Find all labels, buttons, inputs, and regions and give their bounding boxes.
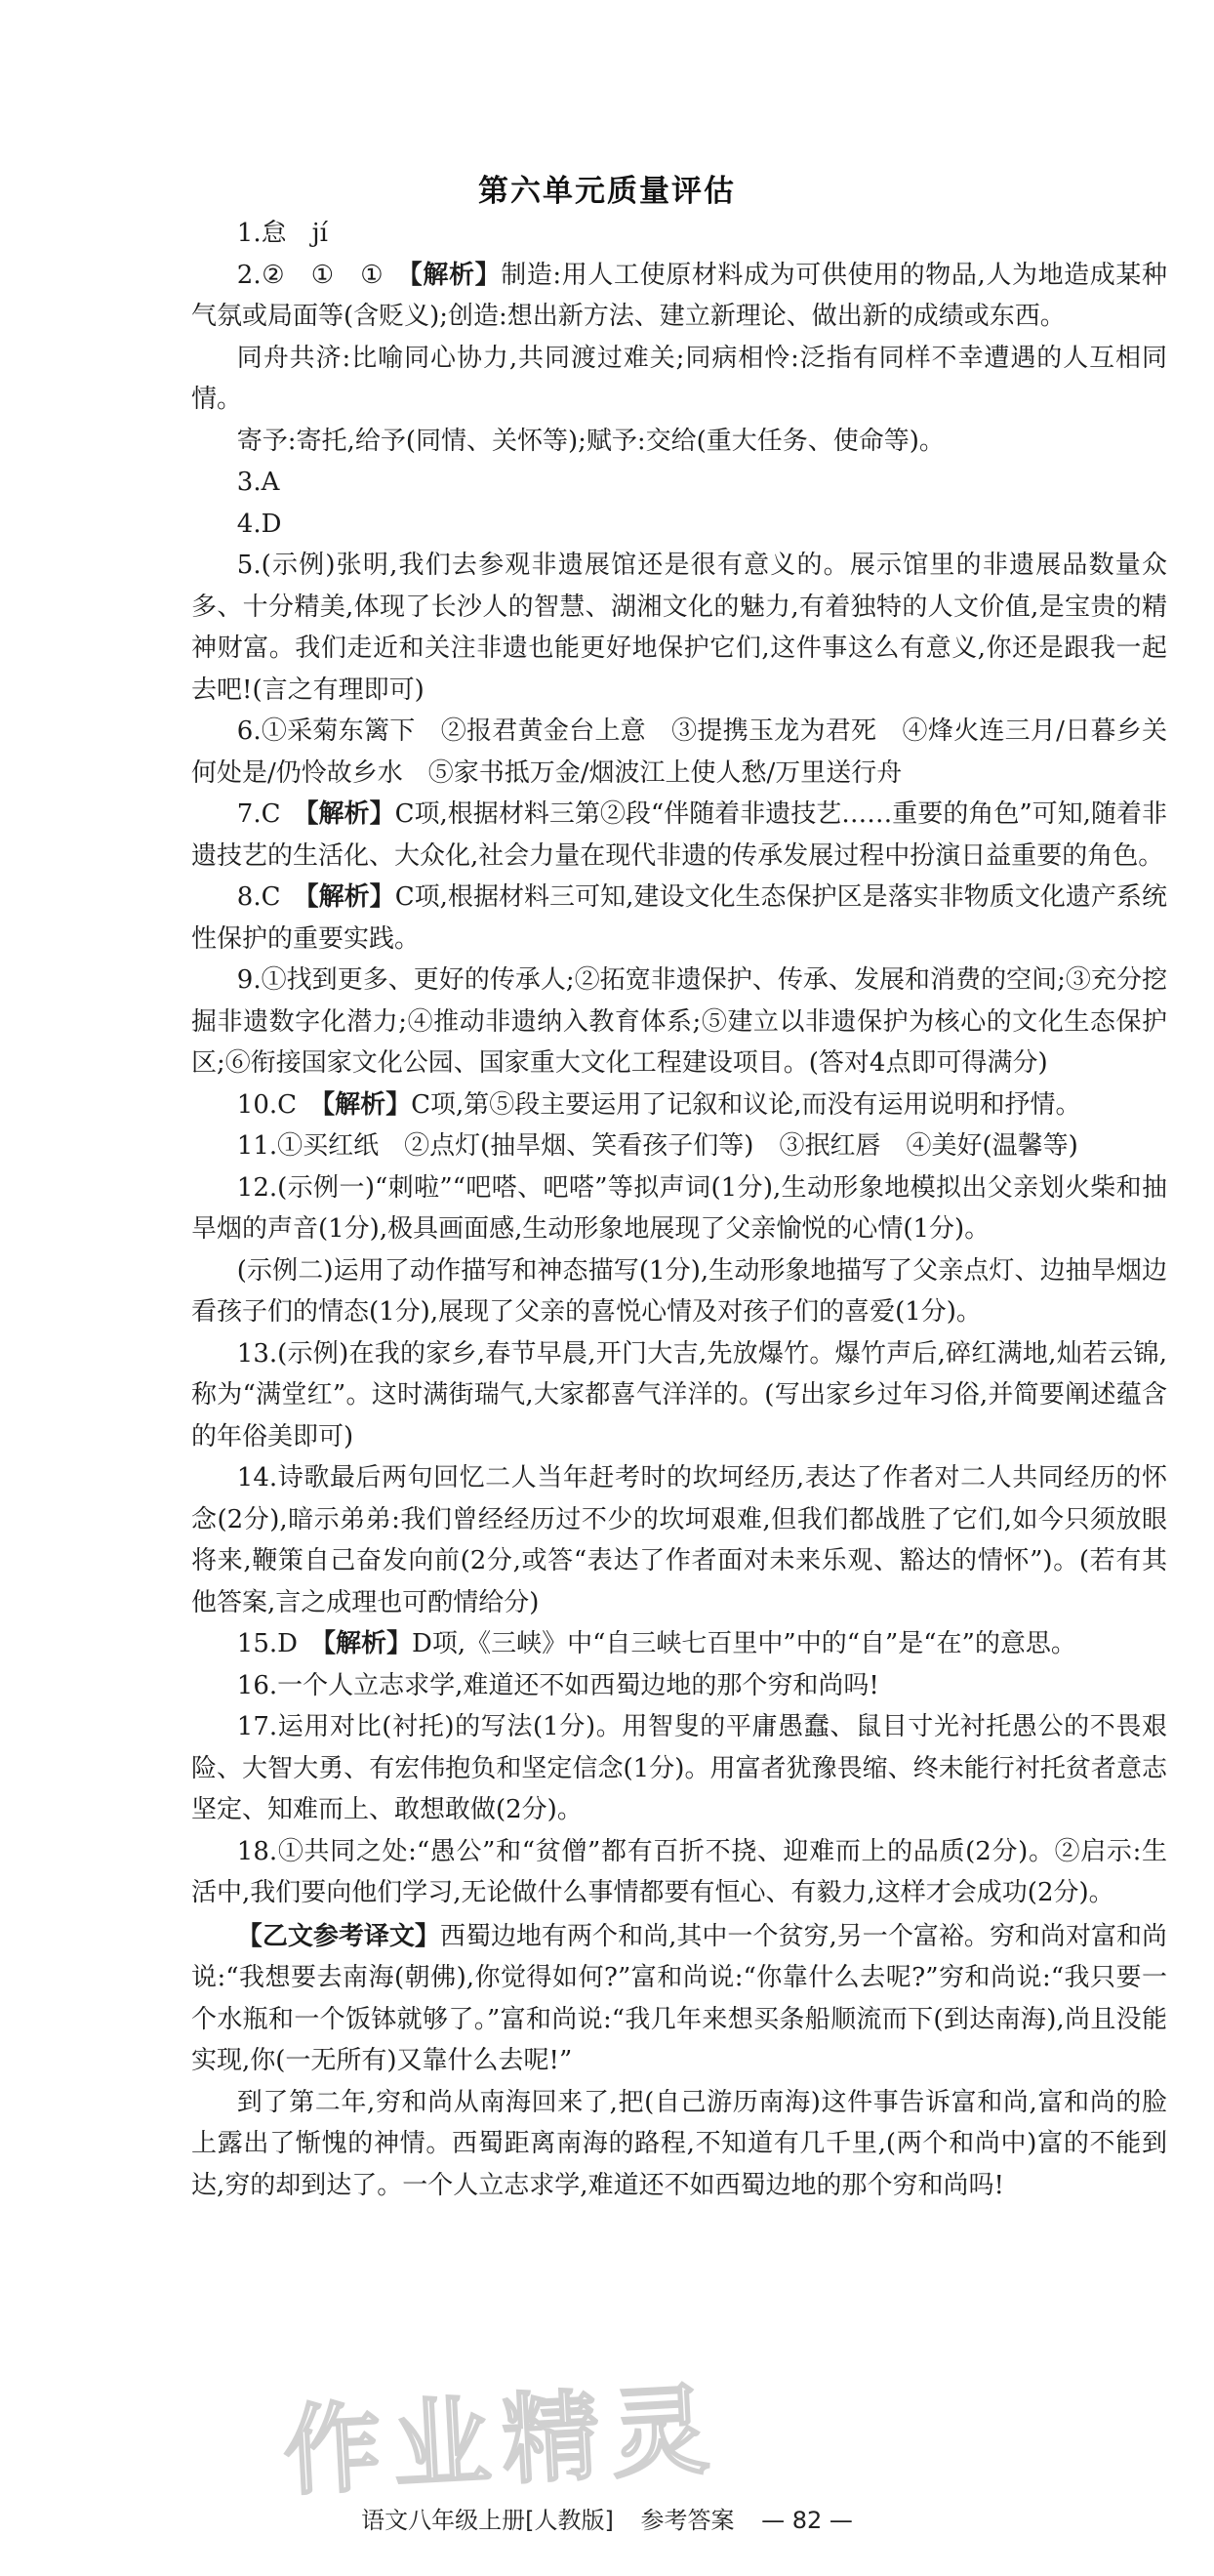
answer-text: ①采菊东篱下 ②报君黄金台上意 ③提携玉龙为君死 ④烽火连三月/日暮乡关何处是/仍怜故乡水 ⑤家书抵万金/烟波江上使人愁/万里送行舟 — [191, 716, 1167, 788]
answer-number: 15. — [236, 1629, 278, 1658]
answer-text: (示例二)运用了动作描写和神态描写(1分),生动形象地描写了父亲点灯、边抽旱烟边看孩子们的情态(1分),展现了父亲的喜悦心情及对孩子们的喜爱(1分)。 — [191, 1255, 1167, 1327]
footer-section: 参考答案 — [640, 2507, 735, 2534]
analysis-label: 【解析】 — [322, 1089, 412, 1120]
answer-list — [191, 213, 1167, 1914]
answer-text: D — [261, 509, 282, 539]
answer-item — [191, 1831, 1167, 1914]
answer-text: 一个人立志求学,难道还不如西蜀边地的那个穷和尚吗! — [277, 1670, 879, 1700]
watermark-logo: 作业精灵 — [280, 2372, 724, 2510]
answer-number: 8. — [236, 882, 262, 912]
answer-text: ② ① ① — [261, 260, 410, 290]
answer-number: 14. — [236, 1463, 278, 1492]
page-footer — [0, 2501, 1214, 2535]
answer-text: (示例)在我的家乡,春节早晨,开门大吉,先放爆竹。爆竹声后,碎红满地,灿若云锦,称为“满堂红”。这时满街瑞气,大家都喜气洋洋的。(写出家乡过年习俗,并简要阐述蕴含的年俗美即可) — [191, 1338, 1167, 1452]
translation-text-1: 西蜀边地有两个和尚,其中一个贫穷,另一个富裕。穷和尚对富和尚说:“我想要去南海(朝佛),你觉得如何?”富和尚说:“你靠什么去呢?”穷和尚说:“我只要一个水瓶和一个饭钵就够了。”富和尚说:“我几年来想买条船顺流而下(到达南海),尚且没能实现,你(一无所有)又靠什么去呢!” — [191, 1921, 1167, 2075]
answer-number: 1. — [236, 219, 262, 248]
answer-item — [191, 421, 1167, 463]
analysis-text: D项,《三峡》中“自三峡七百里中”中的“自”是“在”的意思。 — [412, 1629, 1076, 1658]
answer-item — [191, 1333, 1167, 1458]
answer-text: C — [261, 882, 306, 912]
answer-text: (示例一)“刺啦”“吧嗒、吧嗒”等拟声词(1分),生动形象地模拟出父亲划火柴和抽旱烟的声音(1分),极具画面感,生动形象地展现了父亲愉悦的心情(1分)。 — [191, 1172, 1167, 1244]
answer-item — [191, 545, 1167, 711]
answer-number: 17. — [236, 1712, 278, 1741]
answer-item — [191, 877, 1167, 960]
answer-text: 运用对比(衬托)的写法(1分)。用智叟的平庸愚蠢、鼠目寸光衬托愚公的不畏艰险、大智大勇、有宏伟抱负和坚定信念(1分)。用富者犹豫畏缩、终未能行衬托贫者意志坚定、知难而上、敢想敢做(2分)。 — [191, 1712, 1167, 1824]
answer-item — [191, 794, 1167, 877]
answer-number: 10. — [236, 1089, 278, 1120]
footer-subject: 语文八年级上册[人教版] — [361, 2507, 614, 2534]
analysis-text: C项,根据材料三可知,建设文化生态保护区是落实非物质文化遗产系统性保护的重要实践。 — [191, 882, 1167, 954]
answer-text: 怠 jí — [261, 219, 328, 248]
answer-text: A — [261, 468, 280, 497]
analysis-text: C项,根据材料三第②段“伴随着非遗技艺……重要的角色”可知,随着非遗技艺的生活化、大众化,社会力量在现代非遗的传承发展过程中扮演日益重要的角色。 — [191, 799, 1167, 871]
answer-item — [191, 960, 1167, 1084]
answer-text: ①找到更多、更好的传承人;②拓宽非遗保护、传承、发展和消费的空间;③充分挖掘非遗数字化潜力;④推动非遗纳入教育体系;⑤建立以非遗保护为核心的文化生态保护区;⑥衔接国家文化公园、国家重大文化工程建设项目。(答对4点即可得满分) — [191, 965, 1167, 1078]
answer-item — [191, 1623, 1167, 1665]
answer-text: ①共同之处:“愚公”和“贫僧”都有百折不挠、迎难而上的品质(2分)。②启示:生活中,我们要向他们学习,无论做什么事情都要有恒心、有毅力,这样才会成功(2分)。 — [191, 1836, 1167, 1907]
answer-body — [191, 213, 1167, 2206]
answer-item — [191, 338, 1167, 421]
answer-item — [191, 462, 1167, 504]
analysis-label: 【解析】 — [409, 260, 502, 290]
analysis-label: 【解析】 — [323, 1629, 413, 1658]
answer-item — [191, 504, 1167, 546]
footer-page-number: — 82 — — [761, 2507, 853, 2534]
analysis-label: 【解析】 — [305, 799, 395, 829]
answer-number: 18. — [236, 1836, 278, 1866]
answer-item — [191, 213, 1167, 255]
answer-number: 2. — [236, 260, 262, 290]
answer-item — [191, 1084, 1167, 1126]
answer-text: ①买红纸 ②点灯(抽旱烟、笑看孩子们等) ③抿红唇 ④美好(温馨等) — [277, 1131, 1078, 1161]
answer-number: 6. — [236, 716, 262, 746]
answer-text: C — [277, 1089, 323, 1120]
answer-text: C — [261, 799, 306, 829]
answer-text: 寄予:寄托,给予(同情、关怀等);赋予:交给(重大任务、使命等)。 — [236, 426, 945, 456]
answer-text: 同舟共济:比喻同心协力,共同渡过难关;同病相怜:泛指有同样不幸遭遇的人互相同情。 — [191, 343, 1167, 414]
answer-text: 诗歌最后两句回忆二人当年赶考时的坎坷经历,表达了作者对二人共同经历的怀念(2分),暗示弟弟:我们曾经经历过不少的坎坷艰难,但我们都战胜了它们,如今只须放眼将来,鞭策自己奋发向前(2分,或答“表达了作者面对未来乐观、豁达的情怀”)。(若有其他答案,言之成理也可酌情给分) — [191, 1463, 1167, 1617]
analysis-label: 【解析】 — [305, 882, 395, 912]
translation-heading: 【乙文参考译文】 — [236, 1921, 440, 1951]
answer-item — [191, 1706, 1167, 1831]
answer-number: 3. — [236, 468, 262, 497]
answer-item — [191, 1167, 1167, 1250]
answer-item — [191, 1665, 1167, 1707]
analysis-text: 制造:用人工使原材料成为可供使用的物品,人为地造成某种气氛或局面等(含贬义);创造:想出新方法、建立新理论、做出新的成绩或东西。 — [191, 260, 1167, 331]
answer-number: 11. — [236, 1131, 278, 1161]
answer-number: 12. — [236, 1172, 278, 1203]
analysis-text: C项,第⑤段主要运用了记叙和议论,而没有运用说明和抒情。 — [411, 1089, 1081, 1120]
answer-item — [191, 711, 1167, 794]
answer-number: 16. — [236, 1670, 278, 1700]
answer-item — [191, 1250, 1167, 1333]
translation-paragraph-2: 到了第二年,穷和尚从南海回来了,把(自己游历南海)这件事告诉富和尚,富和尚的脸上露出了惭愧的神情。西蜀距离南海的路程,不知道有几千里,(两个和尚中)富的不能到达,穷的却到达了。一个人立志求学,难道还不如西蜀边地的那个穷和尚吗! — [191, 2087, 1167, 2200]
answer-text: (示例)张明,我们去参观非遗展馆还是很有意义的。展示馆里的非遗展品数量众多、十分精美,体现了长沙人的智慧、湖湘文化的魅力,有着独特的人文价值,是宝贵的精神财富。我们走近和关注非遗也能更好地保护它们,这件事这么有意义,你还是跟我一起去吧!(言之有理即可) — [191, 551, 1167, 705]
answer-number: 13. — [236, 1338, 278, 1369]
answer-item — [191, 1125, 1167, 1167]
answer-text: D — [277, 1629, 324, 1658]
answer-item — [191, 1457, 1167, 1623]
answer-number: 4. — [236, 509, 262, 539]
answer-number: 7. — [236, 799, 262, 829]
translation-paragraph-1 — [191, 1916, 1167, 2082]
answer-number: 9. — [236, 965, 262, 995]
page-title: 第六单元质量评估 — [478, 174, 736, 209]
answer-number: 5. — [236, 551, 262, 580]
answer-item — [191, 255, 1167, 338]
